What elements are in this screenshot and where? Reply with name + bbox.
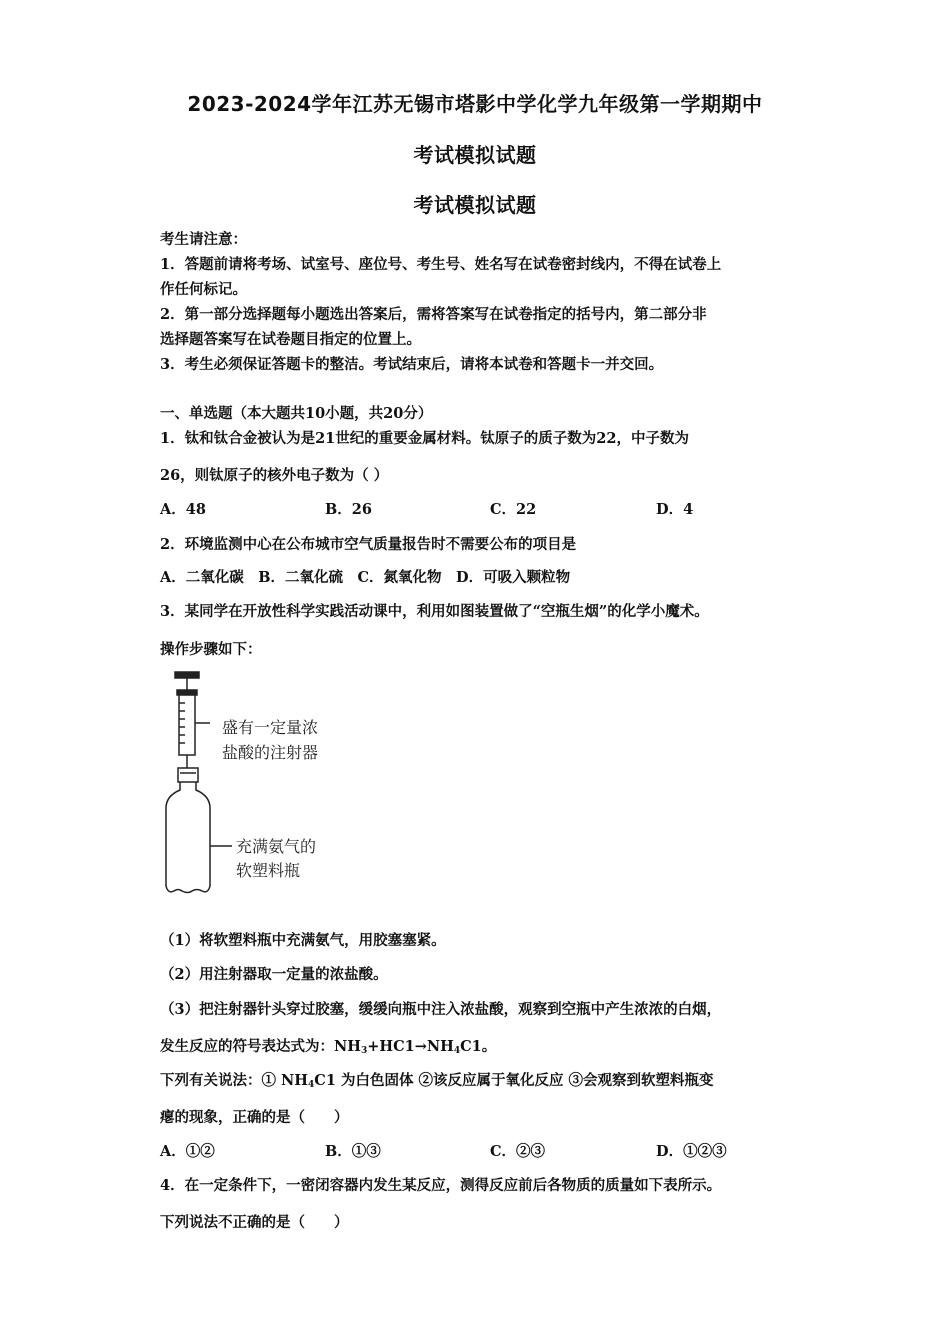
notice-item-1b: 作任何标记。 — [160, 281, 247, 298]
q3-step-1: （1）将软塑料瓶中充满氨气，用胶塞塞紧。 — [160, 932, 446, 949]
q1-option-d: D．4 — [656, 501, 694, 518]
q2-options: A．二氧化碳 B．二氧化硫 C．氮氧化物 D．可吸入颗粒物 — [160, 569, 571, 586]
q3-option-b: B．①③ — [325, 1143, 381, 1160]
q1-option-a: A．48 — [160, 501, 206, 518]
apparatus-figure — [160, 668, 360, 908]
bottle-label-1: 充满氨气的 — [236, 837, 317, 856]
notice-item-2b: 选择题答案写在试卷题目指定的位置上。 — [160, 331, 421, 348]
q1-stem-a: 1．钛和钛合金被认为是21世纪的重要金属材料。钛原子的质子数为22，中子数为 — [160, 430, 689, 447]
exam-title-line1: 2023-2024学年江苏无锡市塔影中学化学九年级第一学期期中 — [187, 92, 763, 116]
bottle-label-2: 软塑料瓶 — [236, 861, 301, 880]
q3-step-2: （2）用注射器取一定量的浓盐酸。 — [160, 966, 388, 983]
exam-title-line2: 考试模拟试题 — [413, 143, 537, 167]
q3-steps-intro: 操作步骤如下： — [160, 641, 262, 658]
q3-option-a: A．①② — [160, 1143, 215, 1160]
q3-step-3b: 发生反应的符号表达式为：$NH_3+HC1\to NH_4C1$。 — [160, 1038, 497, 1056]
syringe-label-1: 盛有一定量浓 — [222, 718, 319, 737]
notice-item-3: 3．考生必须保证答题卡的整洁。考试结束后，请将本试卷和答题卡一并交回。 — [160, 356, 664, 373]
notice-item-2a: 2．第一部分选择题每小题选出答案后，需将答案写在试卷指定的括号内，第二部分非 — [160, 306, 707, 323]
syringe-label-2: 盐酸的注射器 — [222, 743, 319, 762]
q1-stem-b: 26，则钛原子的核外电子数为（ ） — [160, 467, 389, 484]
notice-item-1a: 1．答题前请将考场、试室号、座位号、考生号、姓名写在试卷密封线内，不得在试卷上 — [160, 256, 722, 273]
q1-option-b: B．26 — [325, 501, 372, 518]
q4-stem-a: 4．在一定条件下，一密闭容器内发生某反应，测得反应前后各物质的质量如下表所示。 — [160, 1177, 722, 1194]
section-heading: 一、单选题（本大题共10小题，共20分） — [160, 405, 433, 422]
q3-step-3a: （3）把注射器针头穿过胶塞，缓缓向瓶中注入浓盐酸，观察到空瓶中产生浓浓的白烟， — [160, 1001, 722, 1018]
q1-option-c: C．22 — [490, 501, 537, 518]
syringe-icon — [175, 672, 210, 768]
q3-claims-a: 下列有关说法：① $NH_4C1$ 为白色固体 ②该反应属于氧化反应 ③会观察到软塑料瓶变 — [160, 1072, 714, 1090]
q3-claims-b: 瘪的现象，正确的是（ ） — [160, 1109, 349, 1126]
q4-stem-b: 下列说法不正确的是（ ） — [160, 1214, 349, 1231]
bottle-icon — [166, 768, 232, 893]
notice-heading: 考生请注意： — [160, 231, 247, 248]
q3-stem: 3．某同学在开放性科学实践活动课中，利用如图装置做了“空瓶生烟”的化学小魔术。 — [160, 603, 709, 620]
q2-stem: 2．环境监测中心在公布城市空气质量报告时不需要公布的项目是 — [160, 536, 577, 553]
exam-title-line3: 考试模拟试题 — [413, 193, 537, 217]
q3-option-d: D．①②③ — [656, 1143, 727, 1160]
q3-option-c: C．②③ — [490, 1143, 546, 1160]
